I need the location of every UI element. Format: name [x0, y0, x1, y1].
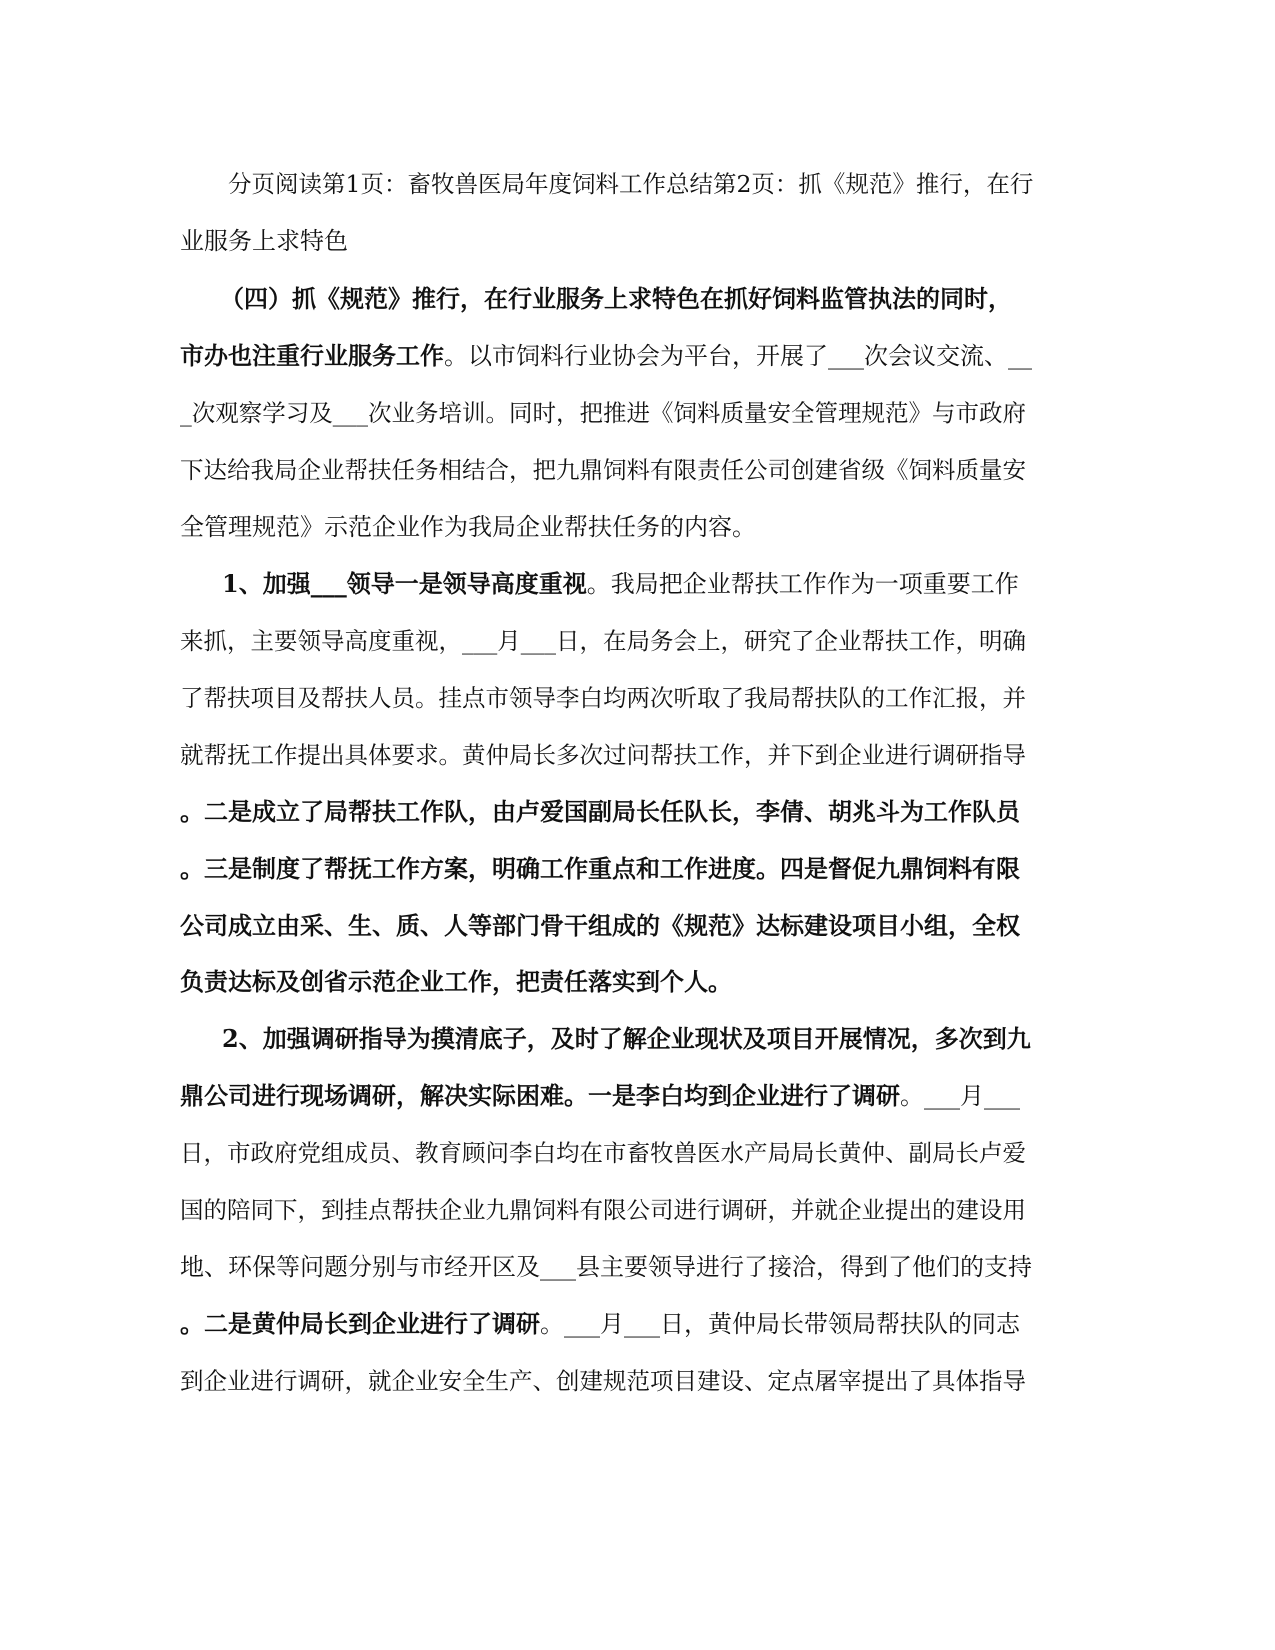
bold-text-run: 1、加强___领导一是领导高度重视: [222, 569, 587, 598]
text-run: 。___月___: [900, 1082, 1020, 1110]
text-run: 日，市政府党组成员、教育顾问李白均在市畜牧兽医水产局局长黄仲、副局长卢爱: [180, 1139, 1026, 1167]
text-run: 业服务上求特色: [180, 227, 348, 255]
text-line-13: [180, 853, 1020, 885]
text-line-10: [180, 682, 1026, 714]
bold-text-run: 鼎公司进行现场调研，解决实际困难。一是李白均到企业进行了调研: [180, 1081, 900, 1110]
text-line-7: [180, 511, 756, 543]
text-line-8: [222, 568, 1019, 600]
text-line-21: [180, 1308, 1020, 1340]
text-line-15: [180, 966, 732, 998]
text-run: 地、环保等问题分别与市经开区及___县主要领导进行了接洽，得到了他们的支持: [180, 1253, 1032, 1281]
bold-text-run: 。二是黄仲局长到企业进行了调研: [180, 1309, 540, 1338]
text-run: 全管理规范》示范企业作为我局企业帮扶任务的内容。: [180, 513, 756, 541]
text-run: 来抓，主要领导高度重视，___月___日，在局务会上，研究了企业帮扶工作，明确: [180, 627, 1026, 655]
text-run: 就帮抚工作提出具体要求。黄仲局长多次过问帮扶工作，并下到企业进行调研指导: [180, 741, 1026, 769]
text-line-3: [220, 283, 1012, 315]
text-line-20: [180, 1251, 1032, 1283]
bold-text-run: （四）抓《规范》推行，在行业服务上求特色在抓好饲料监管执法的同时，: [220, 284, 1012, 313]
text-run: 国的陪同下，到挂点帮扶企业九鼎饲料有限公司进行调研，并就企业提出的建设用: [180, 1196, 1026, 1224]
bold-text-run: 。二是成立了局帮扶工作队，由卢爱国副局长任队长，李倩、胡兆斗为工作队员: [180, 797, 1020, 826]
text-run: 。___月___日，黄仲局长带领局帮扶队的同志: [540, 1310, 1020, 1338]
text-line-9: [180, 625, 1026, 657]
bold-text-run: 市办也注重行业服务工作: [180, 341, 444, 370]
text-line-22: [180, 1365, 1026, 1397]
text-line-18: [180, 1137, 1026, 1169]
bold-text-run: 2、加强调研指导为摸清底子，及时了解企业现状及项目开展情况，多次到九: [222, 1024, 1031, 1053]
text-run: _次观察学习及___次业务培训。同时，把推进《饲料质量安全管理规范》与市政府: [180, 399, 1026, 427]
bold-text-run: 。三是制度了帮抚工作方案，明确工作重点和工作进度。四是督促九鼎饲料有限: [180, 854, 1020, 883]
text-line-14: [180, 910, 1020, 942]
bold-text-run: 公司成立由采、生、质、人等部门骨干组成的《规范》达标建设项目小组，全权: [180, 911, 1020, 940]
text-run: 。以市饲料行业协会为平台，开展了___次会议交流、__: [444, 342, 1032, 370]
text-line-5: [180, 397, 1026, 429]
text-line-12: [180, 796, 1020, 828]
text-run: 了帮扶项目及帮扶人员。挂点市领导李白均两次听取了我局帮扶队的工作汇报，并: [180, 684, 1026, 712]
text-run: 分页阅读第1页：畜牧兽医局年度饲料工作总结第2页：抓《规范》推行，在行: [228, 170, 1034, 198]
text-line-17: [180, 1080, 1020, 1112]
text-line-6: [180, 454, 1026, 486]
text-line-16: [222, 1023, 1031, 1055]
text-line-2: [180, 225, 348, 257]
text-run: 。我局把企业帮扶工作作为一项重要工作: [586, 570, 1019, 598]
bold-text-run: 负责达标及创省示范企业工作，把责任落实到个人。: [180, 967, 732, 996]
text-line-4: [180, 340, 1032, 372]
text-run: 到企业进行调研，就企业安全生产、创建规范项目建设、定点屠宰提出了具体指导: [180, 1367, 1026, 1395]
text-line-19: [180, 1194, 1026, 1226]
text-line-1: [228, 168, 1033, 200]
text-line-11: [180, 739, 1026, 771]
text-run: 下达给我局企业帮扶任务相结合，把九鼎饲料有限责任公司创建省级《饲料质量安: [180, 456, 1026, 484]
